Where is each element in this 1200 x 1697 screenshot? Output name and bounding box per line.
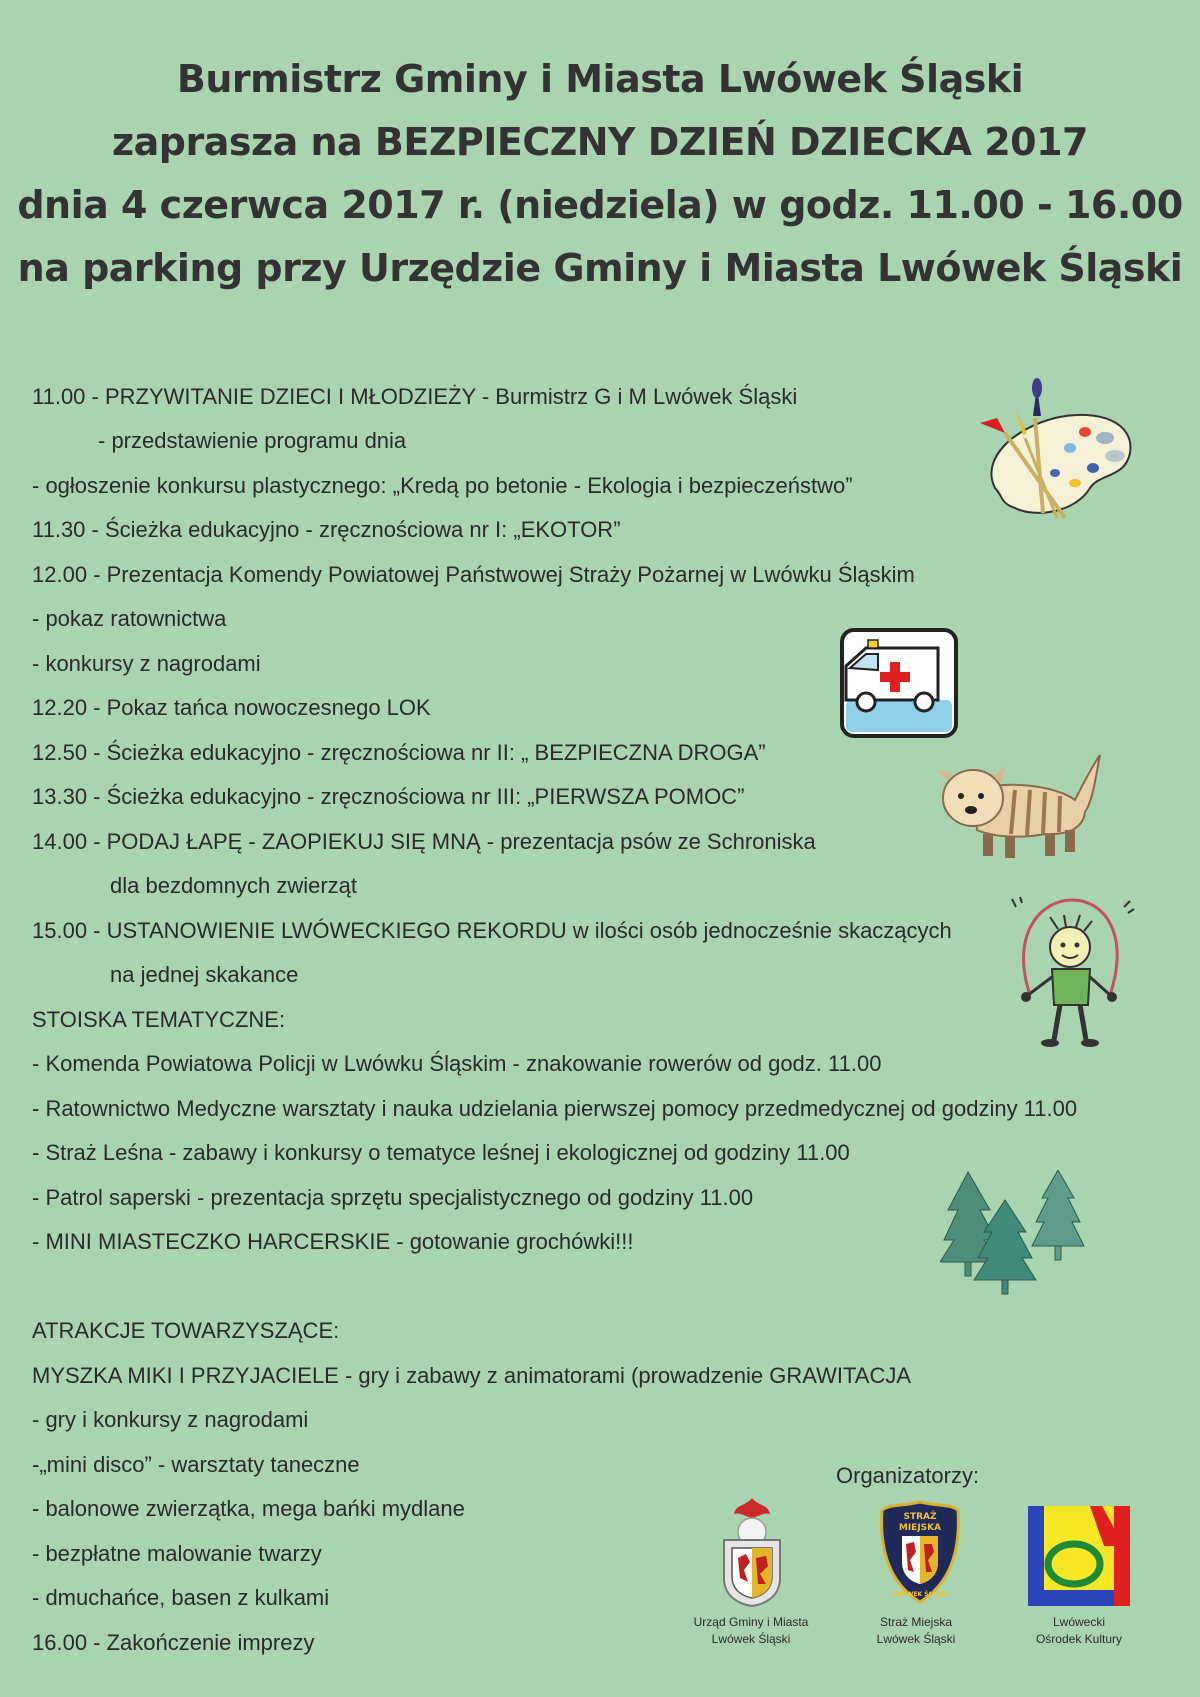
- program-line: - Straż Leśna - zabawy i konkursy o tematyce leśnej i ekologicznej od godziny 11.00: [32, 1140, 850, 1165]
- header-line-1: Burmistrz Gminy i Miasta Lwówek Śląski: [176, 57, 1024, 101]
- program-line: 11.00 - PRZYWITANIE DZIECI I MŁODZIEŻY - Burmistrz G i M Lwówek Śląski: [32, 384, 798, 409]
- section-heading-stands: STOISKA TEMATYCZNE:: [32, 1007, 286, 1032]
- trees-icon: [940, 1170, 1085, 1295]
- straz-badge-icon: [878, 1500, 962, 1604]
- section-heading-attractions: ATRAKCJE TOWARZYSZĄCE:: [32, 1318, 340, 1343]
- program-line: 12.50 - Ścieżka edukacyjno - zręcznościowa nr II: „ BEZPIECZNA DROGA”: [32, 740, 766, 765]
- program-line: - pokaz ratownictwa: [32, 606, 227, 631]
- poster-header: [0, 48, 1200, 300]
- urzad-crest-icon: [712, 1496, 792, 1608]
- program-line: - bezpłatne malowanie twarzy: [32, 1541, 322, 1566]
- program-line: 15.00 - USTANOWIENIE LWÓWECKIEGO REKORDU w ilości osób jednocześnie skaczących: [32, 918, 952, 943]
- program-line: na jednej skakance: [110, 962, 299, 987]
- straz-badge-top: STRAŻ: [903, 1512, 937, 1522]
- dog-icon: [935, 750, 1105, 865]
- program-line: - Komenda Powiatowa Policji w Lwówku Śląskim - znakowanie rowerów od godz. 11.00: [32, 1051, 882, 1076]
- program-line: 13.30 - Ścieżka edukacyjno - zręcznościowa nr III: „PIERWSZA POMOC”: [32, 784, 745, 809]
- lok-letters: LOK: [1078, 1556, 1080, 1557]
- program-line: - ogłoszenie konkursu plastycznego: „Kredą po betonie - Ekologia i bezpieczeństwo”: [32, 473, 853, 498]
- straz-badge-mid: MIEJSKA: [898, 1523, 942, 1533]
- straz-caption: Straż Miejska Lwówek Śląski: [876, 1615, 956, 1646]
- program-line: 16.00 - Zakończenie imprezy: [32, 1630, 315, 1655]
- program-line: - Patrol saperski - prezentacja sprzętu specjalistycznego od godziny 11.00: [32, 1185, 754, 1210]
- program-line: 14.00 - PODAJ ŁAPĘ - ZAOPIEKUJ SIĘ MNĄ - prezentacja psów ze Schroniska: [32, 829, 816, 854]
- program-line: - konkursy z nagrodami: [32, 651, 261, 676]
- jump-rope-kid-icon: [1010, 895, 1135, 1050]
- program-line: MYSZKA MIKI I PRZYJACIELE - gry i zabawy z animatorami (prowadzenie GRAWITACJA: [32, 1363, 912, 1388]
- lok-logo-icon: [1028, 1506, 1130, 1606]
- program-line: 11.30 - Ścieżka edukacyjno - zręcznościowa nr I: „EKOTOR”: [32, 517, 621, 542]
- program-line: - MINI MIASTECZKO HARCERSKIE - gotowanie grochówki!!!: [32, 1229, 634, 1254]
- header-line-4: na parking przy Urzędzie Gminy i Miasta Lwówek Śląski: [17, 246, 1183, 290]
- program-line: 12.20 - Pokaz tańca nowoczesnego LOK: [32, 695, 431, 720]
- program-line: 12.00 - Prezentacja Komendy Powiatowej Państwowej Straży Pożarnej w Lwówku Śląskim: [32, 562, 915, 587]
- header-line-3: dnia 4 czerwca 2017 r. (niedziela) w godz. 11.00 - 16.00: [17, 183, 1183, 227]
- program-line: - balonowe zwierzątka, mega bańki mydlane: [32, 1496, 465, 1521]
- program-line: dla bezdomnych zwierząt: [110, 873, 358, 898]
- program-line: - dmuchańce, basen z kulkami: [32, 1585, 330, 1610]
- palette-icon: [975, 378, 1140, 533]
- lok-caption: Lwówecki Ośrodek Kultury: [1035, 1615, 1123, 1646]
- ambulance-icon: [838, 628, 960, 740]
- header-line-2: zaprasza na BEZPIECZNY DZIEŃ DZIECKA 2017: [112, 120, 1088, 164]
- program-line: - Ratownictwo Medyczne warsztaty i nauka udzielania pierwszej pomocy przedmedycznej od godziny 11.00: [32, 1096, 1078, 1121]
- organizers-title: Organizatorzy:: [836, 1463, 980, 1488]
- straz-badge-bottom: LWÓWEK ŚLĄSKI: [891, 1591, 949, 1598]
- program-line: - gry i konkursy z nagrodami: [32, 1407, 309, 1432]
- program-line: - przedstawienie programu dnia: [98, 428, 407, 453]
- urzad-caption: Urząd Gminy i Miasta Lwówek Śląski: [693, 1615, 809, 1646]
- program-line: -„mini disco” - warsztaty taneczne: [32, 1452, 360, 1477]
